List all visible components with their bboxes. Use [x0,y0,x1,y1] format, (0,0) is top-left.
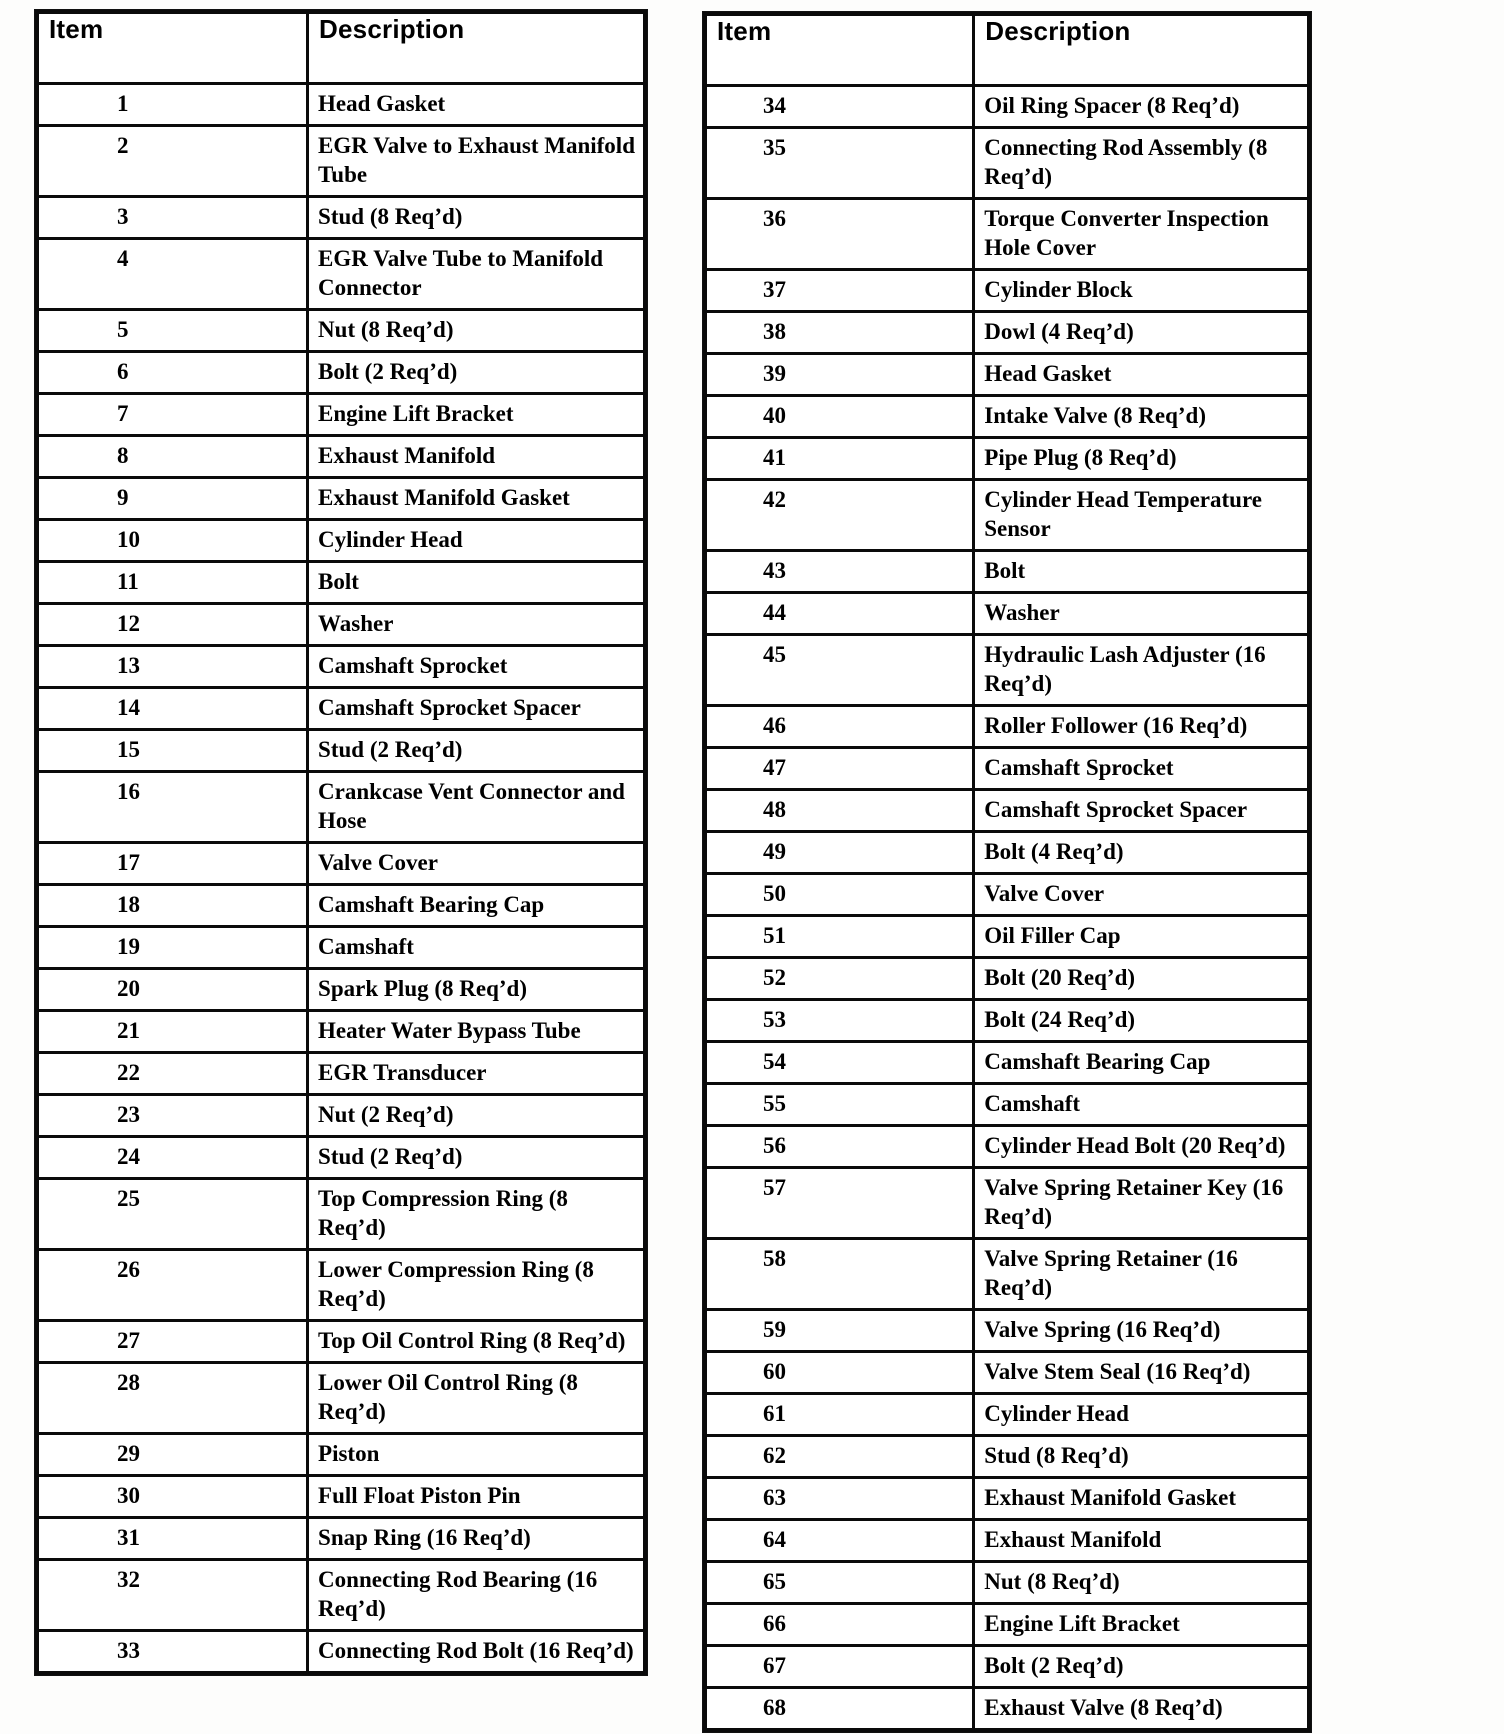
item-number-cell: 13 [37,646,308,688]
table-row [37,1053,645,1095]
description-cell: Top Oil Control Ring (8 Req’d) [308,1321,645,1363]
table-row [37,1179,645,1250]
item-number-cell: 15 [37,730,308,772]
item-number-cell: 23 [37,1095,308,1137]
description-cell: Exhaust Manifold [974,1520,1309,1562]
item-number-cell: 11 [37,562,308,604]
description-cell: Camshaft Bearing Cap [974,1042,1309,1084]
description-cell: Nut (8 Req’d) [308,310,645,352]
item-number-cell: 16 [37,772,308,843]
item-number-cell: 50 [705,874,974,916]
description-cell: Exhaust Manifold Gasket [308,478,645,520]
item-number-cell: 24 [37,1137,308,1179]
item-number-cell: 20 [37,969,308,1011]
table-row [705,1478,1309,1520]
item-number-cell: 2 [37,126,308,197]
item-number-cell: 54 [705,1042,974,1084]
item-number-cell: 57 [705,1168,974,1239]
item-number-cell: 22 [37,1053,308,1095]
parts-table-right-wrap [703,12,1311,1732]
item-number-cell: 46 [705,706,974,748]
item-number-cell: 12 [37,604,308,646]
table-row [37,843,645,885]
item-number-cell: 38 [705,312,974,354]
description-cell: Washer [308,604,645,646]
table-row [705,312,1309,354]
description-cell: Cylinder Head Bolt (20 Req’d) [974,1126,1309,1168]
description-cell: Engine Lift Bracket [308,394,645,436]
item-number-cell: 55 [705,1084,974,1126]
item-number-cell: 44 [705,593,974,635]
item-number-cell: 51 [705,916,974,958]
description-cell: EGR Valve to Exhaust Manifold Tube [308,126,645,197]
description-cell: Cylinder Head [308,520,645,562]
table-row [705,874,1309,916]
table-row [705,354,1309,396]
description-cell: Connecting Rod Assembly (8 Req’d) [974,128,1309,199]
description-cell: Crankcase Vent Connector and Hose [308,772,645,843]
table-row [705,1000,1309,1042]
description-cell: Camshaft Bearing Cap [308,885,645,927]
description-cell: Full Float Piston Pin [308,1476,645,1518]
item-number-cell: 58 [705,1239,974,1310]
table-row [37,1363,645,1434]
table-row [705,480,1309,551]
table-row [705,1352,1309,1394]
description-cell: Valve Spring (16 Req’d) [974,1310,1309,1352]
description-cell: Bolt (20 Req’d) [974,958,1309,1000]
item-number-cell: 21 [37,1011,308,1053]
item-number-cell: 52 [705,958,974,1000]
item-number-cell: 4 [37,239,308,310]
description-cell: Cylinder Block [974,270,1309,312]
description-column-header: Description [308,12,645,84]
item-number-cell: 56 [705,1126,974,1168]
description-cell: Exhaust Valve (8 Req’d) [974,1688,1309,1731]
description-cell: Top Compression Ring (8 Req’d) [308,1179,645,1250]
description-cell: Camshaft Sprocket [974,748,1309,790]
item-number-cell: 32 [37,1560,308,1631]
description-cell: Bolt (2 Req’d) [974,1646,1309,1688]
table-row [37,436,645,478]
description-cell: Camshaft [308,927,645,969]
item-column-header: Item [705,14,974,86]
table-row [705,1168,1309,1239]
description-cell: Oil Filler Cap [974,916,1309,958]
table-row [705,1394,1309,1436]
table-row [37,885,645,927]
description-cell: Piston [308,1434,645,1476]
description-cell: Exhaust Manifold [308,436,645,478]
item-number-cell: 67 [705,1646,974,1688]
description-cell: Lower Oil Control Ring (8 Req’d) [308,1363,645,1434]
description-cell: Valve Cover [308,843,645,885]
item-number-cell: 27 [37,1321,308,1363]
description-cell: Lower Compression Ring (8 Req’d) [308,1250,645,1321]
table-row [705,1084,1309,1126]
description-cell: Connecting Rod Bearing (16 Req’d) [308,1560,645,1631]
item-number-cell: 53 [705,1000,974,1042]
table-row [705,128,1309,199]
table-row [705,916,1309,958]
table-row [37,1631,645,1674]
description-cell: Pipe Plug (8 Req’d) [974,438,1309,480]
item-number-cell: 66 [705,1604,974,1646]
description-cell: Hydraulic Lash Adjuster (16 Req’d) [974,635,1309,706]
description-cell: Head Gasket [308,84,645,126]
item-column-header: Item [37,12,308,84]
table-row [705,1310,1309,1352]
description-cell: Exhaust Manifold Gasket [974,1478,1309,1520]
table-row [37,1137,645,1179]
table-row [705,635,1309,706]
item-number-cell: 60 [705,1352,974,1394]
item-number-cell: 40 [705,396,974,438]
table-row [37,394,645,436]
description-cell: Head Gasket [974,354,1309,396]
description-cell: Camshaft Sprocket Spacer [974,790,1309,832]
table-row [37,520,645,562]
table-row [705,1042,1309,1084]
item-number-cell: 26 [37,1250,308,1321]
table-row [37,310,645,352]
item-number-cell: 42 [705,480,974,551]
table-row [37,352,645,394]
table-row [37,604,645,646]
description-cell: Nut (2 Req’d) [308,1095,645,1137]
item-number-cell: 37 [705,270,974,312]
table-row [37,1476,645,1518]
table-row [705,199,1309,270]
item-number-cell: 17 [37,843,308,885]
description-cell: Bolt [974,551,1309,593]
description-cell: Oil Ring Spacer (8 Req’d) [974,86,1309,128]
table-row [705,958,1309,1000]
description-cell: Spark Plug (8 Req’d) [308,969,645,1011]
table-row [37,1011,645,1053]
description-cell: Stud (8 Req’d) [974,1436,1309,1478]
item-number-cell: 62 [705,1436,974,1478]
item-number-cell: 9 [37,478,308,520]
table-row [705,593,1309,635]
item-number-cell: 19 [37,927,308,969]
item-number-cell: 61 [705,1394,974,1436]
description-cell: Cylinder Head [974,1394,1309,1436]
item-number-cell: 31 [37,1518,308,1560]
table-row [705,706,1309,748]
description-cell: Valve Cover [974,874,1309,916]
description-cell: Connecting Rod Bolt (16 Req’d) [308,1631,645,1674]
table-row [705,748,1309,790]
item-number-cell: 45 [705,635,974,706]
description-cell: Camshaft Sprocket [308,646,645,688]
table-row [705,1562,1309,1604]
description-cell: Cylinder Head Temperature Sensor [974,480,1309,551]
description-cell: Valve Spring Retainer Key (16 Req’d) [974,1168,1309,1239]
item-number-cell: 5 [37,310,308,352]
table-row [37,1560,645,1631]
description-cell: Bolt (2 Req’d) [308,352,645,394]
description-cell: Camshaft [974,1084,1309,1126]
table-row [705,1436,1309,1478]
table-row [705,1126,1309,1168]
table-row [705,1646,1309,1688]
table-row [37,927,645,969]
description-cell: Bolt (24 Req’d) [974,1000,1309,1042]
description-cell: Washer [974,593,1309,635]
item-number-cell: 8 [37,436,308,478]
table-row [37,730,645,772]
table-row [37,126,645,197]
item-number-cell: 30 [37,1476,308,1518]
item-number-cell: 1 [37,84,308,126]
parts-table-items-34-68 [703,12,1311,1732]
table-row [705,1688,1309,1731]
table-row [705,790,1309,832]
item-number-cell: 34 [705,86,974,128]
description-cell: Intake Valve (8 Req’d) [974,396,1309,438]
table-row [37,1434,645,1476]
table-row [705,1239,1309,1310]
item-number-cell: 33 [37,1631,308,1674]
table-row [37,969,645,1011]
description-cell: Bolt [308,562,645,604]
description-cell: Roller Follower (16 Req’d) [974,706,1309,748]
description-cell: Snap Ring (16 Req’d) [308,1518,645,1560]
parts-table-items-1-33 [35,10,647,1675]
item-number-cell: 65 [705,1562,974,1604]
item-number-cell: 41 [705,438,974,480]
table-row [705,396,1309,438]
item-number-cell: 68 [705,1688,974,1731]
item-number-cell: 59 [705,1310,974,1352]
description-cell: Engine Lift Bracket [974,1604,1309,1646]
item-number-cell: 7 [37,394,308,436]
table-row [37,562,645,604]
item-number-cell: 49 [705,832,974,874]
item-number-cell: 39 [705,354,974,396]
item-number-cell: 18 [37,885,308,927]
description-cell: Valve Spring Retainer (16 Req’d) [974,1239,1309,1310]
item-number-cell: 10 [37,520,308,562]
item-number-cell: 28 [37,1363,308,1434]
table-row [37,1095,645,1137]
table-row [37,1250,645,1321]
description-cell: Dowl (4 Req’d) [974,312,1309,354]
item-number-cell: 35 [705,128,974,199]
table-row [705,551,1309,593]
description-cell: Stud (2 Req’d) [308,1137,645,1179]
table-row [37,646,645,688]
item-number-cell: 25 [37,1179,308,1250]
table-row [705,1604,1309,1646]
item-number-cell: 63 [705,1478,974,1520]
table-row [37,1518,645,1560]
table-row [705,86,1309,128]
parts-table-left-wrap [35,10,647,1675]
description-cell: Torque Converter Inspection Hole Cover [974,199,1309,270]
table-row [37,84,645,126]
item-number-cell: 14 [37,688,308,730]
header-row [37,12,645,84]
description-cell: Valve Stem Seal (16 Req’d) [974,1352,1309,1394]
table-row [705,1520,1309,1562]
item-number-cell: 48 [705,790,974,832]
table-row [37,772,645,843]
item-number-cell: 43 [705,551,974,593]
header-row [705,14,1309,86]
description-cell: Nut (8 Req’d) [974,1562,1309,1604]
item-number-cell: 6 [37,352,308,394]
description-cell: Stud (2 Req’d) [308,730,645,772]
description-column-header: Description [974,14,1309,86]
table-row [37,1321,645,1363]
description-cell: Bolt (4 Req’d) [974,832,1309,874]
table-row [705,270,1309,312]
table-row [37,688,645,730]
table-row [705,438,1309,480]
description-cell: Stud (8 Req’d) [308,197,645,239]
description-cell: Heater Water Bypass Tube [308,1011,645,1053]
item-number-cell: 36 [705,199,974,270]
table-row [37,478,645,520]
table-row [37,239,645,310]
description-cell: Camshaft Sprocket Spacer [308,688,645,730]
description-cell: EGR Valve Tube to Manifold Connector [308,239,645,310]
item-number-cell: 64 [705,1520,974,1562]
item-number-cell: 29 [37,1434,308,1476]
table-row [705,832,1309,874]
table-row [37,197,645,239]
description-cell: EGR Transducer [308,1053,645,1095]
item-number-cell: 3 [37,197,308,239]
item-number-cell: 47 [705,748,974,790]
